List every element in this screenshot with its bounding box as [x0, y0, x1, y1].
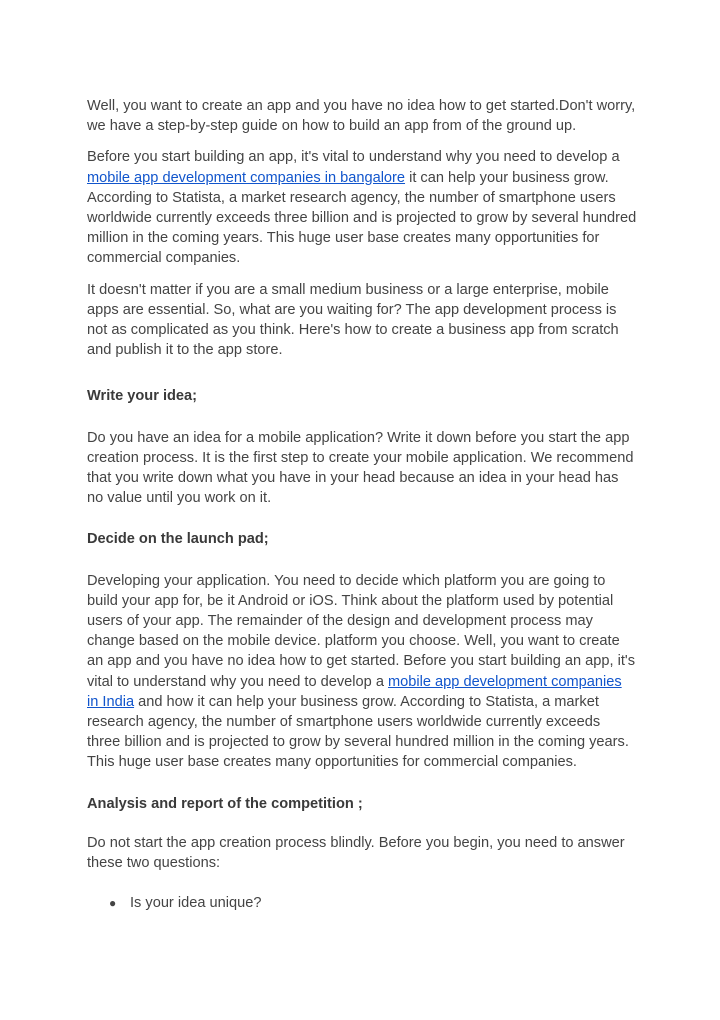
launch-pad-paragraph	[87, 571, 637, 773]
write-idea-paragraph: Do you have an idea for a mobile application? Write it down before you start the app creation process. It is the first step to create your mobile application. We recommend that you write down what you have in your head because an idea in your head has no value until you work on it.	[87, 429, 634, 507]
competition-paragraph: Do not start the app creation process blindly. Before you begin, you need to answer these two questions:	[87, 834, 625, 872]
question-list	[87, 893, 637, 913]
document-page	[87, 96, 637, 914]
launch-pad-paragraph-tail: and how it can help your business grow. According to Statista, a market research agency, the number of smartphone users worldwide currently exceeds three billion and is projected to grow by several hundred million in the coming years. This huge user base creates many opportunities for commercial companies.	[87, 693, 629, 771]
list-item-text: Is your idea unique?	[130, 895, 262, 912]
heading-write-your-idea: Write your idea;	[87, 388, 198, 405]
intro-paragraph-3: It doesn't matter if you are a small medium business or a large enterprise, mobile apps are essential. So, what are you waiting for? The app development process is not as complicated as you think. Here's how to create a business app from scratch and publish it to the app store.	[87, 281, 619, 359]
india-companies-link[interactable]: mobile app development companies in India	[87, 673, 622, 710]
intro-paragraph-1: Well, you want to create an app and you have no idea how to get started.Don't worry, we have a step-by-step guide on how to build an app from of the ground up.	[87, 98, 636, 135]
heading-competition: Analysis and report of the competition ;	[87, 795, 363, 812]
intro-paragraph-2-tail: it can help your business grow. According to Statista, a market research agency, the number of smartphone users worldwide currently exceeds three billion and is projected to grow by several hundred million in the coming years. This huge user base creates many opportunities for commercial companies.	[87, 169, 637, 267]
intro-paragraph-2-lead: Before you start building an app, it's vital to understand why you need to develop a	[87, 149, 620, 166]
bangalore-companies-link[interactable]: mobile app development companies in bangalore	[87, 169, 406, 186]
heading-launch-pad: Decide on the launch pad;	[87, 531, 269, 548]
intro-paragraph-2	[87, 147, 637, 268]
list-item	[87, 893, 637, 913]
launch-pad-paragraph-lead: Developing your application. You need to decide which platform you are going to build your app for, be it Android or iOS. Think about the platform used by potential users of your app. The remainder of the design and development process may change based on the mobile device. platform you choose. Well, you want to create an app and you have no idea how to get started. Before you start building an app, it's vital to understand why you need to develop a	[87, 572, 635, 690]
bullet-icon: ●	[109, 896, 117, 911]
